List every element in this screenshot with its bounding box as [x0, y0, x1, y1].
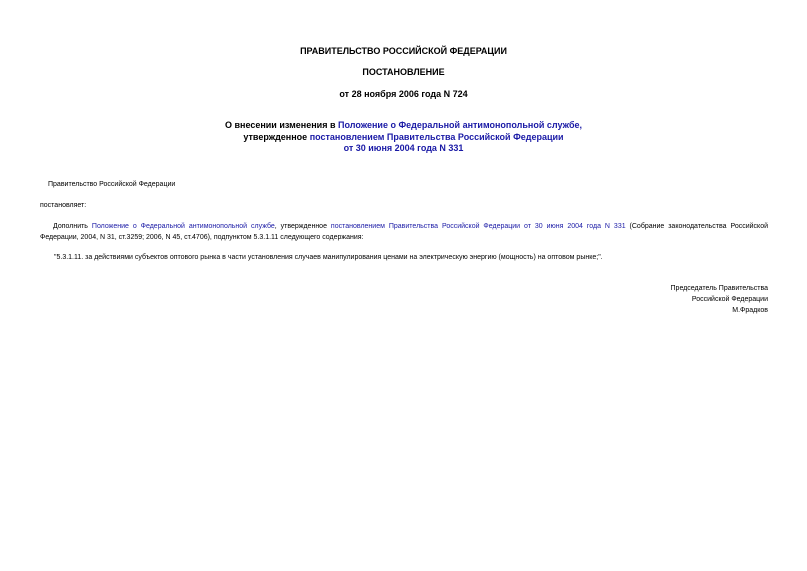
subject-link-regulation[interactable]: Положение о Федеральной антимонопольной службе, — [337, 120, 583, 130]
main-paragraph — [40, 221, 768, 243]
document-type-heading: ПОСТАНОВЛЕНИЕ — [362, 67, 445, 77]
decrees-text: постановляет: — [40, 202, 87, 209]
signature-name: М.Фрадков — [732, 307, 768, 314]
paragraph-link-regulation[interactable]: Положение о Федеральной антимонопольной службе — [91, 223, 275, 230]
subject-line-2 — [0, 132, 807, 144]
issuer-heading: ПРАВИТЕЛЬСТВО РОССИЙСКОЙ ФЕДЕРАЦИИ — [300, 46, 507, 56]
subject-line-3 — [0, 143, 807, 155]
paragraph-middle: , утвержденное — [274, 223, 331, 230]
subject-prefix-1: О внесении изменения в — [224, 120, 338, 130]
signature-block — [671, 283, 768, 316]
subject-link-resolution-date[interactable]: от 30 июня 2004 года N 331 — [343, 143, 464, 153]
date-number-heading: от 28 ноября 2006 года N 724 — [339, 89, 468, 99]
quoted-subclause: "5.3.1.11. за действиями субъектов оптового рынка в части установления случаев манипулирования ценами на электрическую энергию (мощность) на оптовом рынке;". — [54, 254, 603, 261]
document-subject — [0, 120, 807, 155]
paragraph-link-resolution[interactable]: постановлением Правительства Российской Федерации от 30 июня 2004 года N 331 — [330, 223, 626, 230]
subject-prefix-2: утвержденное — [243, 131, 310, 142]
government-text: Правительство Российской Федерации — [48, 181, 176, 188]
paragraph-prefix: Дополнить — [53, 223, 92, 230]
signature-title-2: Российской Федерации — [691, 296, 768, 303]
subject-line-1 — [0, 120, 807, 132]
signature-title-1: Председатель Правительства — [670, 285, 768, 292]
paragraph-suffix: (Собрание законодательства Российской Федерации, 2004, N 31, ст.3259; 2006, N 45, ст.4706), подпунктом 5.3.1.11 следующего содержания: — [40, 223, 769, 241]
subject-link-resolution[interactable]: постановлением Правительства Российской Федерации — [309, 131, 564, 142]
